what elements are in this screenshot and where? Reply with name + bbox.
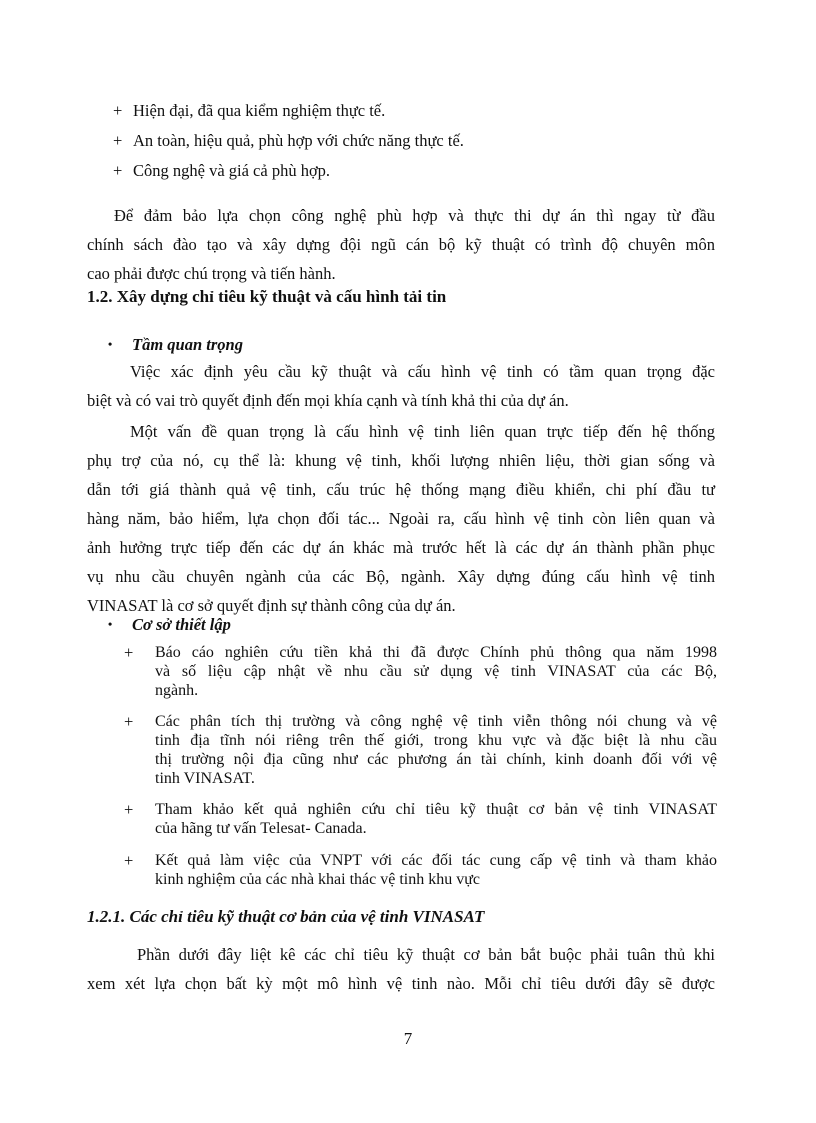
importance-paragraph-1 [87, 357, 715, 415]
paragraph-line: chính sách đào tạo và xây dựng đội ngũ cán bộ kỹ thuật có trình độ chuyên môn [87, 235, 715, 254]
basis-item-text [155, 851, 717, 889]
item-line: Các phân tích thị trường và công nghệ vệ tinh viễn thông nói chung và vệ [155, 713, 717, 730]
basis-item-text [155, 643, 717, 700]
paragraph-line: Phần dưới đây liệt kê các chỉ tiêu kỹ thuật cơ bản bắt buộc phải tuân thủ khi [137, 945, 715, 964]
bullet-heading-basis [108, 612, 231, 637]
item-line: kinh nghiệm của các nhà khai thác vệ tinh khu vực [155, 871, 481, 888]
item-line: tinh VINASAT. [155, 770, 255, 787]
paragraph-line: VINASAT là cơ sở quyết định sự thành công của dự án. [87, 596, 456, 615]
plus-mark: + [124, 712, 134, 731]
paragraph-line: ảnh hưởng trực tiếp đến các dự án khác mà trước hết là các dự án thành phần phục [87, 538, 715, 557]
paragraph-line: Việc xác định yêu cầu kỹ thuật và cấu hình vệ tinh có tầm quan trọng đặc [130, 362, 715, 381]
item-line: Tham khảo kết quả nghiên cứu chỉ tiêu kỹ thuật cơ bản vệ tinh VINASAT [155, 801, 717, 818]
paragraph-line: dẫn tới giá thành quả vệ tinh, cấu trúc hệ thống mạng điều khiển, chi phí đầu tư [87, 480, 715, 499]
subsection-heading: 1.2.1. Các chỉ tiêu kỹ thuật cơ bản của vệ tinh VINASAT [87, 907, 485, 926]
criteria-text: Hiện đại, đã qua kiểm nghiệm thực tế. [133, 101, 386, 120]
paragraph-line: biệt và có vai trò quyết định đến mọi khía cạnh và tính khả thi của dự án. [87, 391, 569, 410]
criteria-text: An toàn, hiệu quả, phù hợp với chức năng thực tế. [133, 131, 464, 150]
paragraph-line: hàng năm, bảo hiểm, lựa chọn đối tác... Ngoài ra, cấu hình vệ tinh còn liên quan và [87, 509, 715, 528]
item-line: thị trường nội địa cũng như các phương án tài chính, kinh doanh đối với vệ [155, 751, 717, 768]
closing-paragraph [87, 940, 715, 998]
criteria-text: Công nghệ và giá cả phù hợp. [133, 161, 331, 180]
plus-mark: + [124, 851, 134, 870]
paragraph-line: vụ nhu cầu chuyên ngành của các Bộ, ngành. Xây dựng đúng cấu hình vệ tinh [87, 567, 715, 586]
bullet-heading-label: Tầm quan trọng [132, 335, 243, 354]
intro-paragraph [87, 201, 715, 288]
plus-mark: + [113, 131, 123, 150]
paragraph-line: xem xét lựa chọn bất kỳ một mô hình vệ tinh nào. Mỗi chỉ tiêu dưới đây sẽ được [87, 974, 715, 993]
plus-mark: + [113, 101, 123, 120]
paragraph-line: Để đảm bảo lựa chọn công nghệ phù hợp và thực thi dự án thì ngay từ đầu [114, 206, 715, 225]
plus-mark: + [113, 161, 123, 180]
criteria-item [113, 130, 464, 152]
importance-paragraph-2 [87, 417, 715, 620]
paragraph-line: Một vấn đề quan trọng là cấu hình vệ tinh liên quan trực tiếp đến hệ thống [130, 422, 715, 441]
bullet-heading-label: Cơ sở thiết lập [132, 615, 231, 634]
plus-mark: + [124, 800, 134, 819]
paragraph-line: phụ trợ của nó, cụ thể là: khung vệ tinh, khối lượng nhiên liệu, thời gian sống và [87, 451, 715, 470]
basis-item-text [155, 800, 717, 838]
criteria-item [113, 160, 330, 182]
page-number: 7 [403, 1029, 413, 1048]
item-line: ngành. [155, 682, 199, 699]
item-line: tinh địa tĩnh nói riêng trên thế giới, trong khu vực và đặc biệt là nhu cầu [155, 732, 717, 749]
item-line: và số liệu cập nhật về nhu cầu sử dụng vệ tinh VINASAT của các Bộ, [155, 663, 717, 680]
paragraph-line: cao phải được chú trọng và tiến hành. [87, 264, 336, 283]
section-heading: 1.2. Xây dựng chỉ tiêu kỹ thuật và cấu hình tải tin [87, 287, 447, 306]
item-line: của hãng tư vấn Telesat- Canada. [155, 820, 367, 837]
bullet-icon: • [108, 337, 113, 351]
bullet-icon: • [108, 617, 113, 631]
item-line: Báo cáo nghiên cứu tiền khả thi đã được Chính phủ thông qua năm 1998 [155, 644, 717, 661]
criteria-item [113, 100, 385, 122]
plus-mark: + [124, 643, 134, 662]
bullet-heading-importance [108, 332, 243, 357]
basis-item-text [155, 712, 717, 788]
item-line: Kết quả làm việc của VNPT với các đối tác cung cấp vệ tinh và tham khảo [155, 852, 717, 869]
